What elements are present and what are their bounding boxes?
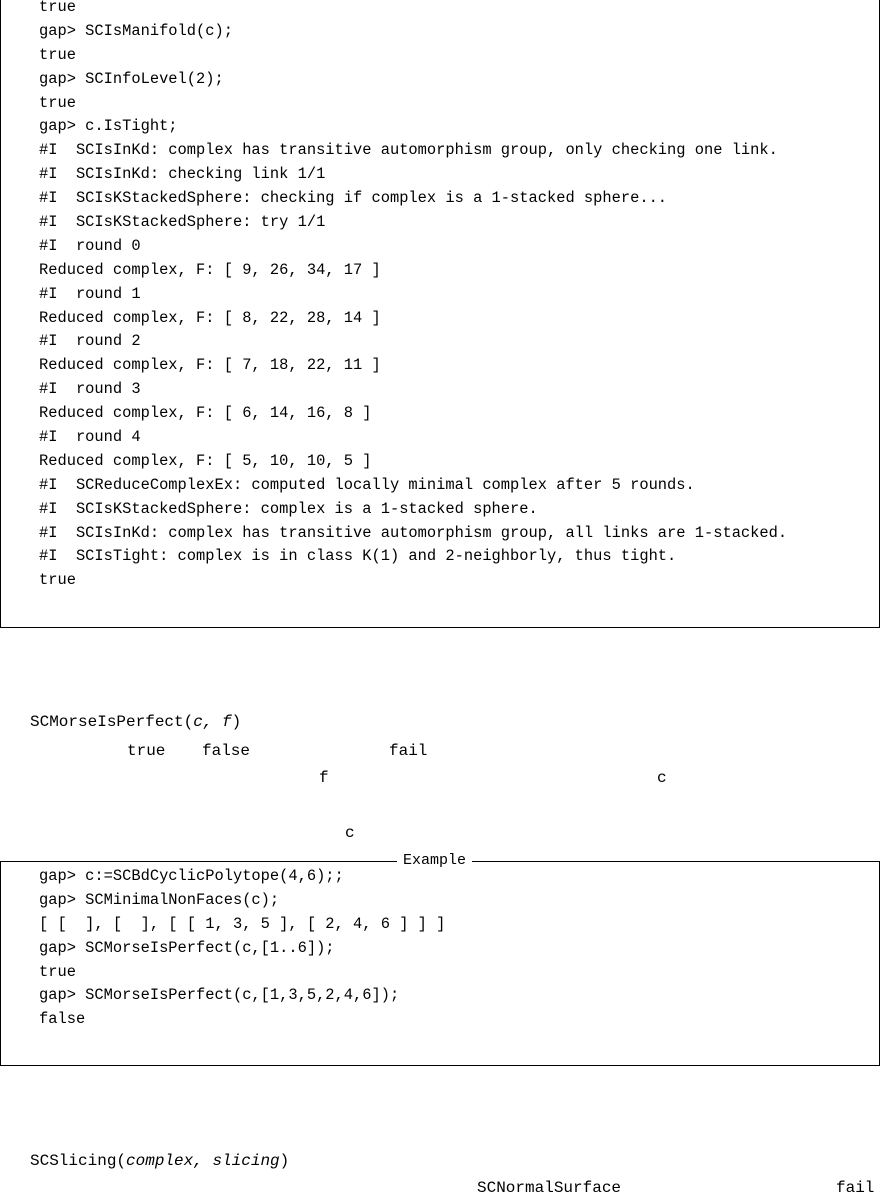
code-line: #I SCIsKStackedSphere: try 1/1 (39, 213, 326, 232)
code-line: #I SCIsInKd: complex has transitive automorphism group, all links are 1-stacked. (39, 523, 788, 542)
function-signature-slicing (30, 1151, 289, 1171)
code-line: gap> SCInfoLevel(2); (39, 69, 224, 88)
code-line: #I SCReduceComplexEx: computed locally minimal complex after 5 rounds. (39, 475, 695, 494)
code-line: true (39, 93, 76, 112)
code-line: gap> c:=SCBdCyclicPolytope(4,6);; (39, 867, 344, 885)
code-line: Reduced complex, F: [ 9, 26, 34, 17 ] (39, 260, 381, 279)
code-line: #I SCIsInKd: complex has transitive automorphism group, only checking one link. (39, 141, 778, 160)
code-line: #I round 0 (39, 236, 141, 255)
code-line: [ [ ], [ ], [ [ 1, 3, 5 ], [ 2, 4, 6 ] ] ] (39, 914, 446, 933)
fragment-c: c (657, 769, 667, 787)
code-line: Reduced complex, F: [ 7, 18, 22, 11 ] (39, 356, 381, 375)
code-line: #I SCIsInKd: checking link 1/1 (39, 165, 326, 184)
paren-open: ( (183, 713, 194, 731)
code-line: gap> SCMinimalNonFaces(c); (39, 890, 280, 909)
code-line: #I SCIsKStackedSphere: checking if complex is a 1-stacked sphere... (39, 189, 668, 208)
example-box-morse (0, 852, 880, 1066)
function-args: c, f (193, 713, 232, 731)
fragment-normal-surface: SCNormalSurface (477, 1179, 622, 1197)
example-title: Example (397, 852, 472, 870)
paren-close: ) (231, 713, 242, 731)
code-line: #I round 2 (39, 332, 141, 351)
code-line: true (39, 0, 76, 16)
function-name: SCMorseIsPerfect (30, 713, 184, 731)
function-name: SCSlicing (30, 1152, 117, 1170)
code-line: Reduced complex, F: [ 8, 22, 28, 14 ] (39, 308, 381, 327)
code-line: Reduced complex, F: [ 5, 10, 10, 5 ] (39, 451, 372, 470)
code-listing-tight (39, 0, 787, 593)
code-line: true (39, 962, 76, 981)
fragment-true: true (127, 742, 166, 760)
code-line: false (39, 1010, 86, 1029)
code-line: gap> c.IsTight; (39, 117, 178, 136)
code-line: gap> SCMorseIsPerfect(c,[1..6]); (39, 938, 335, 957)
paren-open: ( (116, 1152, 127, 1170)
code-line: #I SCIsTight: complex is in class K(1) and 2-neighborly, thus tight. (39, 547, 677, 566)
paren-close: ) (279, 1152, 290, 1170)
function-signature-morse (30, 712, 241, 732)
code-line: #I round 1 (39, 284, 141, 303)
code-line: true (39, 571, 76, 590)
code-line: true (39, 45, 76, 64)
fragment-false: false (202, 742, 251, 760)
code-line: #I round 3 (39, 380, 141, 399)
code-line: gap> SCIsManifold(c); (39, 21, 233, 40)
fragment-f: f (319, 769, 329, 787)
fragment-c-2: c (345, 824, 355, 842)
code-line: Reduced complex, F: [ 6, 14, 16, 8 ] (39, 404, 372, 423)
function-args: complex, slicing (126, 1152, 280, 1170)
code-line: #I SCIsKStackedSphere: complex is a 1-stacked sphere. (39, 499, 538, 518)
code-listing-morse (39, 865, 445, 1032)
code-line: #I round 4 (39, 428, 141, 447)
code-line: gap> SCMorseIsPerfect(c,[1,3,5,2,4,6]); (39, 986, 400, 1005)
fragment-fail: fail (836, 1179, 875, 1197)
fragment-fail: fail (389, 742, 428, 760)
